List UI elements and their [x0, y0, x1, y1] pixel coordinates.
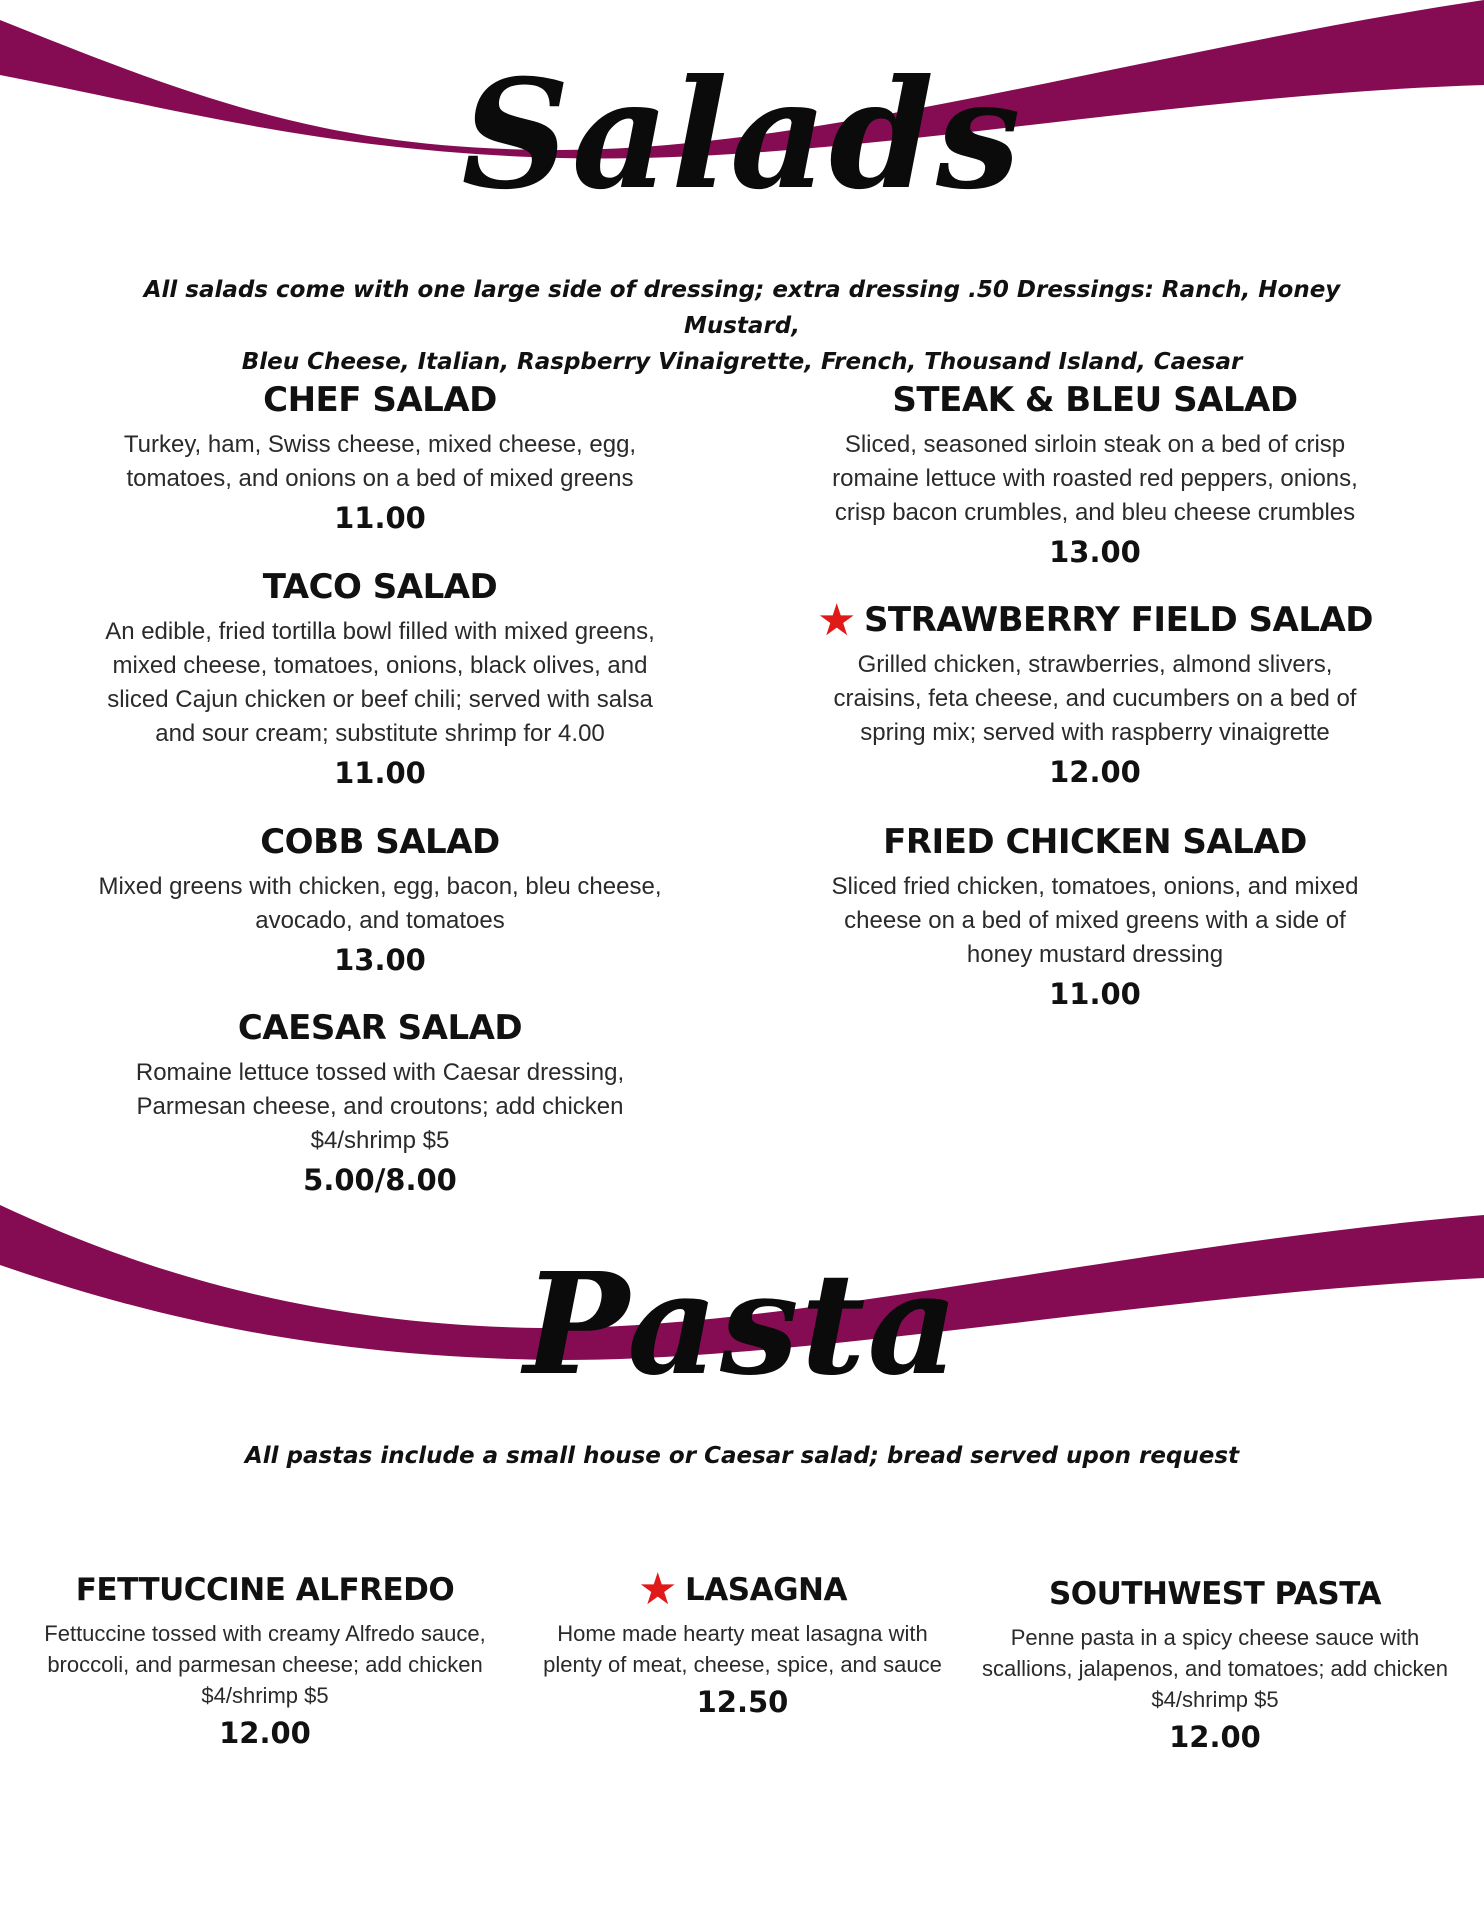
item-price: 12.00 [1049, 755, 1141, 789]
item-name: SOUTHWEST PASTA [1048, 1576, 1381, 1612]
item-name: STRAWBERRY FIELD SALAD [863, 600, 1374, 640]
desc-line: sliced Cajun chicken or beef chili; served with salsa [107, 686, 653, 713]
desc-line: Romaine lettuce tossed with Caesar dressing, [135, 1059, 625, 1086]
item-price: 11.00 [334, 501, 426, 535]
desc-line: tomatoes, and onions on a bed of mixed greens [126, 465, 634, 492]
desc-line: scallions, jalapenos, and tomatoes; add chicken [982, 1656, 1448, 1681]
item-price: 12.50 [696, 1685, 789, 1719]
desc-line: mixed cheese, tomatoes, onions, black olives, and [112, 652, 648, 679]
item-name: LASAGNA [685, 1572, 847, 1608]
salads-note-line-1: All salads come with one large side of dressing; extra dressing .50 Dressings: Ranch, Honey Mustard, [143, 277, 1341, 339]
desc-line: Fettuccine tossed with creamy Alfredo sauce, [44, 1621, 486, 1646]
item-description [800, 428, 1390, 530]
salads-section-title: Salads [461, 47, 1023, 223]
item-description [20, 1618, 510, 1711]
desc-line: Home made hearty meat lasagna with [557, 1621, 928, 1646]
menu-item-taco-salad [80, 565, 680, 793]
menu-item-caesar-salad [80, 1006, 680, 1200]
featured-star-icon: ★ [638, 1564, 677, 1615]
item-description [80, 870, 680, 938]
desc-line: Sliced fried chicken, tomatoes, onions, and mixed [831, 873, 1359, 900]
desc-line: Grilled chicken, strawberries, almond slivers, [857, 651, 1333, 678]
item-name: FRIED CHICKEN SALAD [883, 822, 1307, 862]
menu-item-lasagna [510, 1564, 975, 1722]
item-description [800, 648, 1390, 750]
desc-line: Penne pasta in a spicy cheese sauce with [1010, 1625, 1420, 1650]
item-price: 13.00 [334, 943, 426, 977]
desc-line: romaine lettuce with roasted red peppers, onions, [832, 465, 1358, 492]
item-description [510, 1618, 975, 1680]
desc-line: cheese on a bed of mixed greens with a side of [844, 907, 1346, 934]
pasta-note: All pastas include a small house or Caesar salad; bread served upon request [244, 1443, 1240, 1469]
menu-item-fettuccine-alfredo [20, 1568, 510, 1753]
desc-line: craisins, feta cheese, and cucumbers on a bed of [833, 685, 1357, 712]
item-name: TACO SALAD [262, 567, 498, 607]
desc-line: and sour cream; substitute shrimp for 4.00 [155, 720, 605, 747]
menu-item-cobb-salad [80, 820, 680, 980]
desc-line: Mixed greens with chicken, egg, bacon, bleu cheese, [98, 873, 662, 900]
item-description [80, 1056, 680, 1158]
desc-line: Turkey, ham, Swiss cheese, mixed cheese, egg, [123, 431, 637, 458]
item-price: 12.00 [1169, 1720, 1261, 1754]
desc-line: $4/shrimp $5 [201, 1683, 329, 1708]
salads-dressing-note [90, 272, 1394, 380]
desc-line: crisp bacon crumbles, and bleu cheese crumbles [834, 499, 1356, 526]
item-description [80, 428, 680, 496]
item-description [975, 1622, 1455, 1715]
item-name: CHEF SALAD [263, 380, 497, 420]
menu-item-chef-salad [80, 378, 680, 538]
desc-line: Parmesan cheese, and croutons; add chicken [136, 1093, 624, 1120]
pasta-section-title: Pasta [523, 1243, 961, 1407]
item-description [80, 615, 680, 751]
desc-line: honey mustard dressing [966, 941, 1224, 968]
desc-line: spring mix; served with raspberry vinaigrette [860, 719, 1330, 746]
item-name: CAESAR SALAD [237, 1008, 523, 1048]
desc-line: $4/shrimp $5 [310, 1127, 450, 1154]
desc-line: broccoli, and parmesan cheese; add chicken [47, 1652, 483, 1677]
salads-note-line-2: Bleu Cheese, Italian, Raspberry Vinaigrette, French, Thousand Island, Caesar [241, 349, 1243, 375]
item-name-row [800, 595, 1390, 646]
item-name-row [510, 1564, 975, 1615]
menu-item-strawberry-field-salad [800, 595, 1390, 792]
item-price: 5.00/8.00 [303, 1163, 457, 1197]
desc-line: Sliced, seasoned sirloin steak on a bed of crisp [844, 431, 1346, 458]
desc-line: plenty of meat, cheese, spice, and sauce [543, 1652, 942, 1677]
desc-line: avocado, and tomatoes [255, 907, 505, 934]
item-name: COBB SALAD [260, 822, 500, 862]
item-price: 11.00 [1049, 977, 1141, 1011]
item-price: 12.00 [219, 1716, 311, 1750]
menu-item-fried-chicken-salad [800, 820, 1390, 1014]
item-price: 13.00 [1049, 535, 1141, 569]
featured-star-icon: ★ [816, 595, 856, 646]
menu-item-steak-bleu-salad [800, 378, 1390, 572]
item-description [800, 870, 1390, 972]
menu-item-southwest-pasta [975, 1572, 1455, 1757]
desc-line: An edible, fried tortilla bowl filled with mixed greens, [105, 618, 655, 645]
item-name: STEAK & BLEU SALAD [892, 380, 1298, 420]
item-price: 11.00 [334, 756, 426, 790]
desc-line: $4/shrimp $5 [1151, 1687, 1279, 1712]
item-name: FETTUCCINE ALFREDO [75, 1572, 455, 1608]
